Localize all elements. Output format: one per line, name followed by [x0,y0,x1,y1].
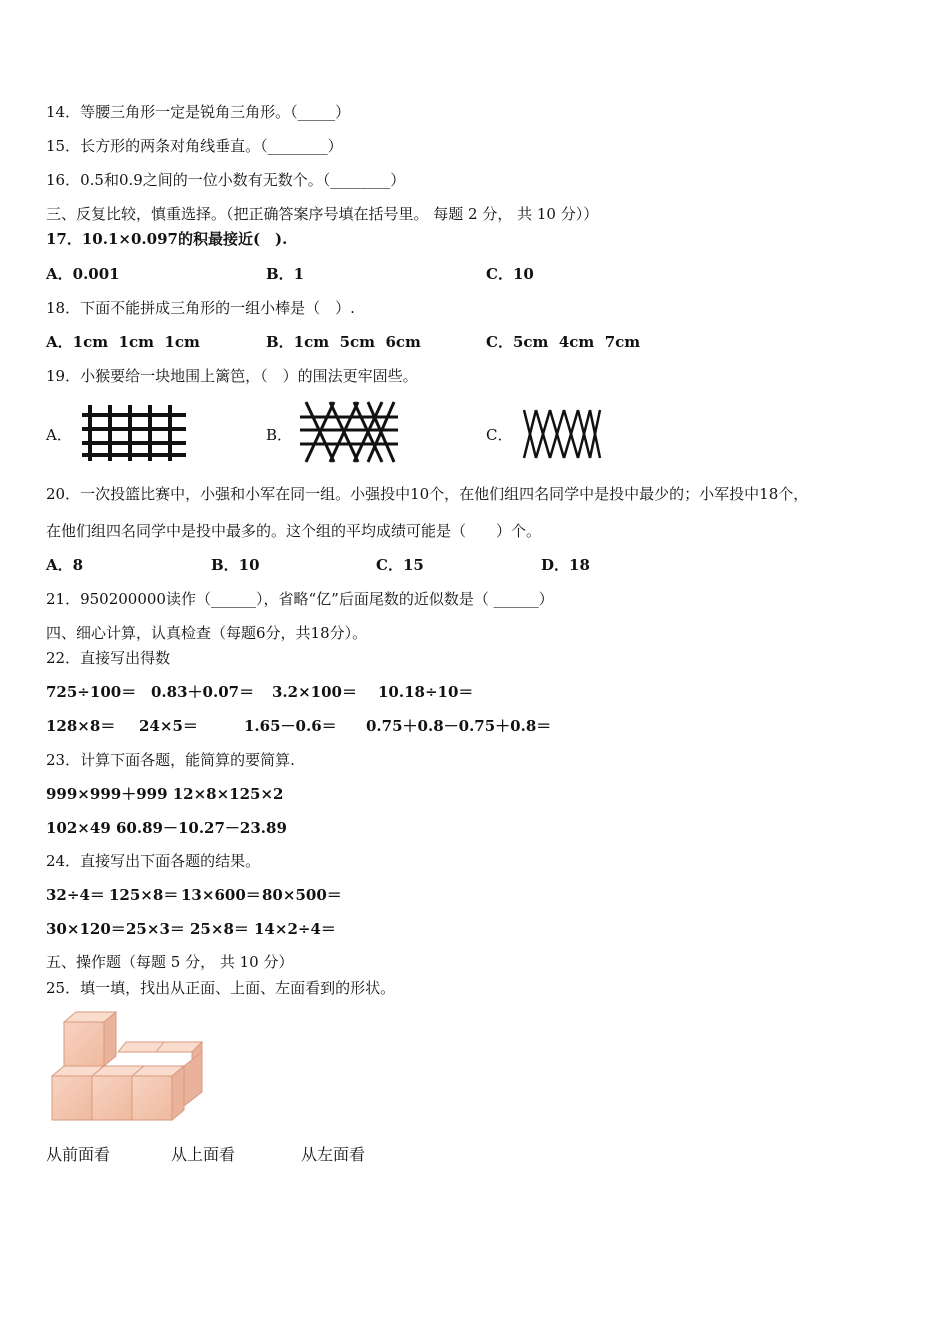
q19-option-b: B． [266,426,293,444]
q23-stem: 23．计算下面各题，能简算的要简算. [46,751,295,769]
q20-stem-line2: 在他们组四名同学中是投中最多的。这个组的平均成绩可能是（ ）个。 [46,522,542,540]
q20-option-c: C．15 [376,556,424,574]
q24-r1-item: 13×600＝ [181,886,261,904]
q24-r1-item: 125×8＝ [109,886,179,904]
q22-r2-item: 1.65－0.6＝ [244,717,337,735]
q14-text: 14．等腰三角形一定是锐角三角形。（_____） [46,103,351,121]
q22-r1-item: 10.18÷10＝ [378,683,474,701]
q24-r2-item: 14×2÷4＝ [254,920,336,938]
section-5-heading: 五、操作题（每题 5 分， 共 10 分） [46,953,294,971]
q23-row2: 102×49 60.89－10.27－23.89 [46,819,287,837]
q22-r1-item: 3.2×100＝ [272,683,357,701]
q25-stem: 25．填一填，找出从正面、上面、左面看到的形状。 [46,979,396,997]
q24-r1-item: 32÷4＝ [46,886,105,904]
q18-option-c: C．5cm 4cm 7cm [486,333,641,351]
q22-r2-item: 0.75＋0.8－0.75＋0.8＝ [366,717,552,735]
q17-option-b: B．1 [266,265,305,283]
q22-stem: 22．直接写出得数 [46,649,171,667]
q16-text: 16．0.5和0.9之间的一位小数有无数个。（________） [46,171,406,189]
q25-view-front: 从前面看 [46,1145,111,1164]
q17-option-a: A．0.001 [46,265,120,283]
section-3-heading: 三、反复比较，慎重选择。（把正确答案序号填在括号里。 每题 2 分， 共 10 分）） [46,205,599,223]
q24-r2-item: 30×120＝ [46,920,126,938]
q15-text: 15．长方形的两条对角线垂直。（________） [46,137,343,155]
zigzag-fence-icon [520,406,604,462]
q20-option-a: A．8 [46,556,84,574]
q17-stem: 17．10.1×0.097的积最接近( ). [46,230,288,248]
square-grid-fence-icon [80,403,188,463]
q19-option-c: C． [486,426,513,444]
q19-option-a: A． [46,426,72,444]
q24-r2-item: 25×8＝ [190,920,249,938]
q25-view-left: 从左面看 [301,1145,366,1164]
q21-text: 21．950200000读作（______），省略“亿”后面尾数的近似数是（ ______） [46,590,554,608]
q24-r1-item: 80×500＝ [262,886,342,904]
diamond-lattice-fence-icon [300,400,400,464]
q17-option-c: C．10 [486,265,534,283]
q22-r2-item: 128×8＝ [46,717,116,735]
q22-r1-item: 0.83＋0.07＝ [151,683,255,701]
section-4-heading: 四、细心计算，认真检查（每题6分，共18分）。 [46,624,368,642]
q24-r2-item: 25×3＝ [126,920,185,938]
q23-row1: 999×999＋999 12×8×125×2 [46,785,284,803]
q20-stem-line1: 20．一次投篮比赛中，小强和小军在同一组。小强投中10个，在他们组四名同学中是投中最少的；小军投中18个， [46,485,809,503]
q20-option-b: B．10 [211,556,260,574]
q18-stem: 18．下面不能拼成三角形的一组小棒是（ ）. [46,299,355,317]
q19-stem: 19．小猴要给一块地围上篱笆，（ ）的围法更牢固些。 [46,367,418,385]
q18-option-b: B．1cm 5cm 6cm [266,333,421,351]
q22-r1-item: 725÷100＝ [46,683,137,701]
q24-stem: 24．直接写出下面各题的结果。 [46,852,261,870]
q18-option-a: A．1cm 1cm 1cm [46,333,200,351]
q25-view-top: 从上面看 [171,1145,236,1164]
q22-r2-item: 24×5＝ [139,717,198,735]
q20-option-d: D．18 [541,556,590,574]
cube-stack-icon [46,1010,206,1122]
